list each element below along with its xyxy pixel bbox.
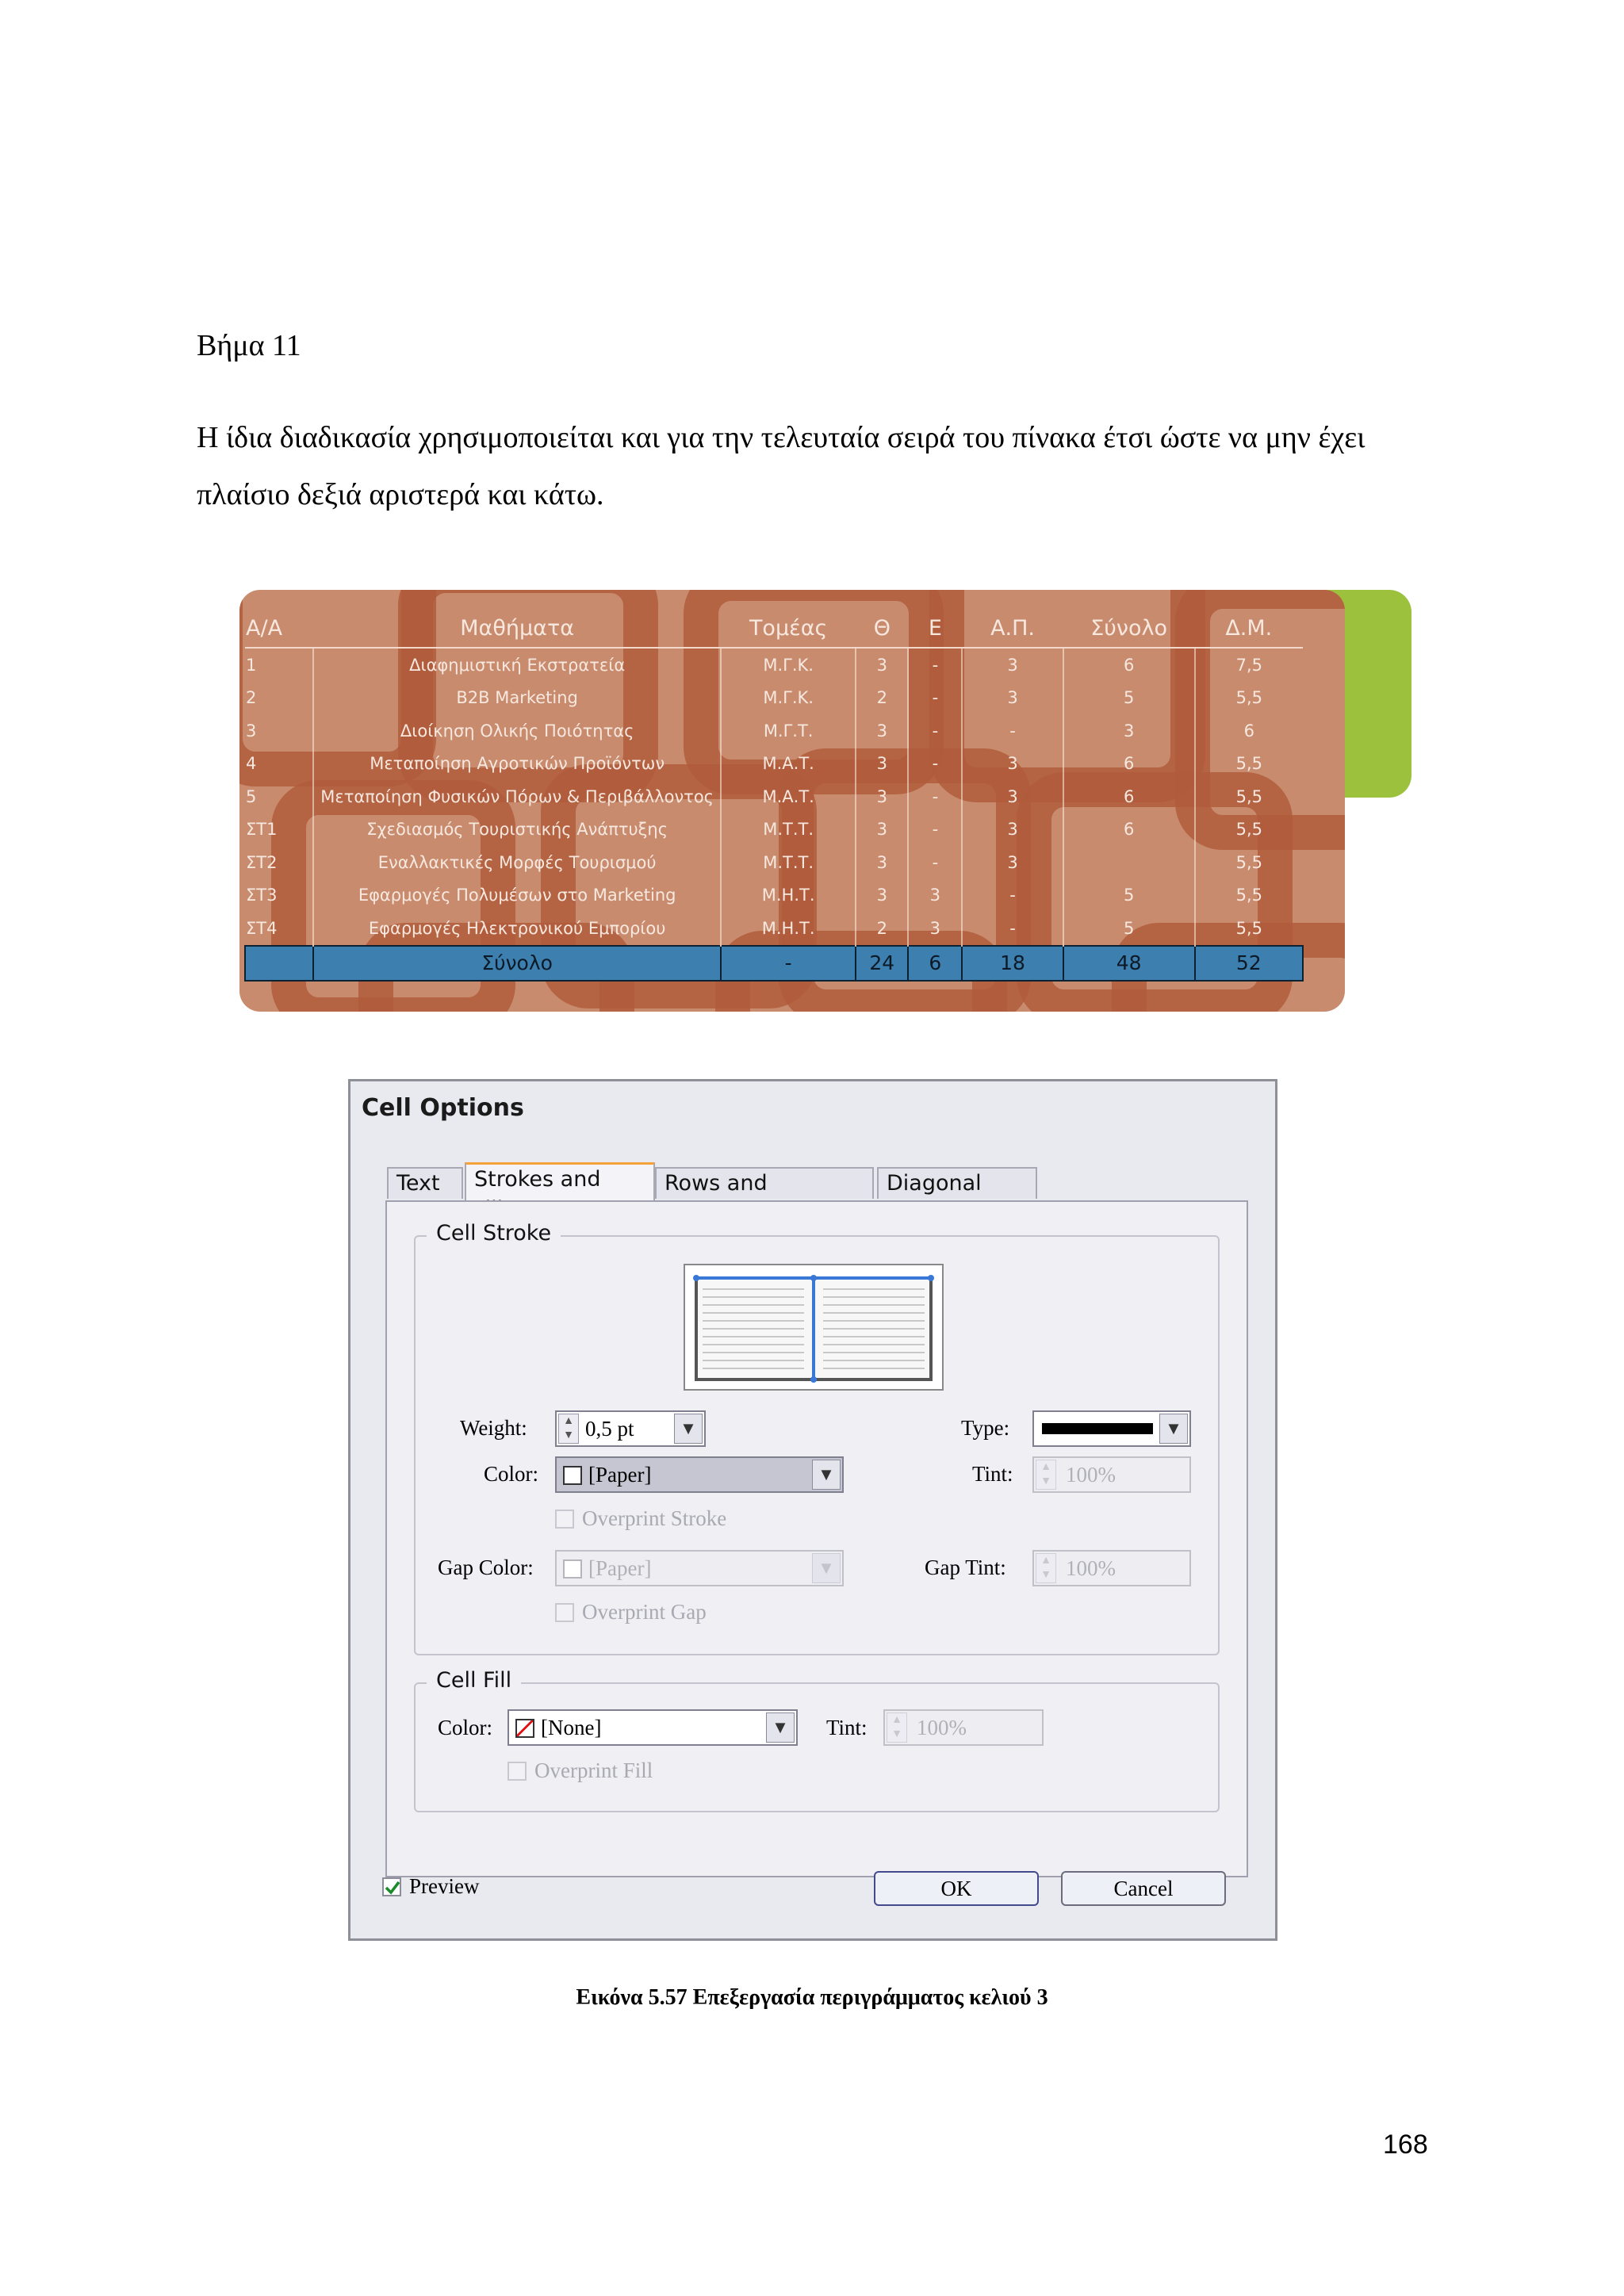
table-cell: 2 [856, 912, 908, 946]
table-cell: 5,5 [1235, 754, 1262, 774]
table-cell: Μ.Γ.Κ. [721, 648, 856, 682]
table-row [245, 648, 1303, 682]
gap-tint-label: Gap Tint: [925, 1556, 1006, 1579]
table-screenshot [235, 590, 1411, 1012]
weight-dropdown-chevron-icon[interactable]: ▼ [674, 1414, 703, 1444]
table-cell: 6 [1063, 748, 1195, 781]
table-cell: - [908, 682, 962, 715]
table-cell: Διοίκηση Ολικής Ποιότητας [313, 714, 721, 748]
tab-diagonal-lines[interactable]: Diagonal [877, 1167, 1037, 1199]
table-cell: 5,5 [1235, 886, 1262, 905]
fill-color-select[interactable] [508, 1709, 798, 1746]
table-cell: Μ.Α.Τ. [721, 748, 856, 781]
gap-tint-field[interactable] [1032, 1550, 1191, 1586]
table-cell: 3 [856, 879, 908, 913]
stroke-proxy-icon [685, 1265, 942, 1389]
table-header: Τομέας [721, 609, 856, 648]
table-cell: Μεταποίηση Αγροτικών Προϊόντων [313, 748, 721, 781]
table-row [245, 682, 1303, 715]
overprint-stroke-label: Overprint Stroke [582, 1506, 727, 1530]
table-cell: 4 [245, 748, 313, 781]
table-cell: - [908, 813, 962, 847]
cell-options-dialog [348, 1079, 1277, 1941]
table-cell [1063, 846, 1195, 879]
table-cell: ΣΤ4 [245, 912, 313, 946]
table-cell: 6 [1063, 780, 1195, 813]
table-header: Θ [856, 609, 908, 648]
gap-color-label: Gap Color: [438, 1556, 534, 1579]
table-total-cell: Σύνολο [313, 946, 721, 981]
table-cell: - [908, 780, 962, 813]
table-cell: - [908, 648, 962, 682]
gap-tint-stepper-icon[interactable]: ▲ ▼ [1036, 1553, 1056, 1583]
table-row [245, 879, 1303, 913]
table-cell: 5,5 [1235, 820, 1262, 840]
table-total-cell: 6 [908, 946, 962, 981]
ok-button[interactable]: OK [874, 1871, 1039, 1906]
table-cell: 3 [245, 714, 313, 748]
stroke-proxy-preview[interactable] [684, 1264, 944, 1391]
course-table [244, 609, 1304, 982]
table-header: Μαθήματα [313, 609, 721, 648]
type-select[interactable] [1032, 1410, 1191, 1447]
table-cell: 3 [962, 648, 1063, 682]
table-cell: Μ.Τ.Τ. [721, 846, 856, 879]
overprint-fill-checkbox[interactable] [508, 1762, 527, 1781]
table-row [245, 748, 1303, 781]
table-row [245, 714, 1303, 748]
table-cell: Διαφημιστική Εκστρατεία [313, 648, 721, 682]
weight-stepper-icon[interactable]: ▲ ▼ [558, 1414, 579, 1444]
table-cell: 3 [962, 780, 1063, 813]
table-cell: Μ.Τ.Τ. [721, 813, 856, 847]
table-cell: 3 [962, 813, 1063, 847]
table-cell: 5 [245, 780, 313, 813]
table-header: Ε [908, 609, 962, 648]
table-cell: Μ.Γ.Τ. [721, 714, 856, 748]
tint-value: 100% [1066, 1463, 1116, 1487]
table-cell: Εφαρμογές Πολυμέσων στο Marketing [313, 879, 721, 913]
table-header: Σύνολο [1063, 609, 1195, 648]
overprint-stroke-checkbox[interactable] [555, 1510, 574, 1529]
tint-field[interactable] [1032, 1456, 1191, 1493]
fill-tint-label: Tint: [826, 1716, 868, 1739]
table-cell: 3 [962, 748, 1063, 781]
table-cell: 3 [908, 912, 962, 946]
paper-swatch-icon [563, 1559, 582, 1578]
table-cell: Μ.Γ.Κ. [721, 682, 856, 715]
type-dropdown-chevron-icon[interactable]: ▼ [1159, 1414, 1188, 1444]
table-row [245, 846, 1303, 879]
table-cell: 1 [245, 648, 313, 682]
preview-label: Preview [409, 1874, 480, 1898]
tab-text[interactable]: Text [387, 1167, 463, 1199]
table-total-cell: - [721, 946, 856, 981]
table-total-cell [245, 946, 313, 981]
tint-stepper-icon[interactable]: ▲ ▼ [1036, 1460, 1056, 1490]
table-cell: 5 [1063, 912, 1195, 946]
figure-caption: Εικόνα 5.57 Επεξεργασία περιγράμματος κελιού 3 [576, 1985, 1048, 2010]
table-cell: 7,5 [1235, 655, 1262, 675]
solid-line-swatch [1042, 1423, 1153, 1434]
table-cell: - [962, 714, 1063, 748]
table-cell: Εναλλακτικές Μορφές Τουρισμού [313, 846, 721, 879]
paper-swatch-icon [563, 1466, 582, 1485]
table-cell: - [962, 879, 1063, 913]
table-cell: 5,5 [1235, 786, 1262, 806]
cell-fill-label: Cell Fill [427, 1668, 521, 1693]
table-cell: Μ.Α.Τ. [721, 780, 856, 813]
table-row [245, 912, 1303, 946]
table-cell: B2B Marketing [313, 682, 721, 715]
table-total-cell: 24 [856, 946, 908, 981]
table-cell: 5,5 [1235, 852, 1262, 872]
table-cell: 5 [1063, 879, 1195, 913]
table-cell: Μ.Η.Τ. [721, 879, 856, 913]
table-cell: 2 [856, 682, 908, 715]
table-cell: 3 [856, 813, 908, 847]
weight-field[interactable] [555, 1410, 706, 1447]
table-row [245, 780, 1303, 813]
table-cell: 3 [856, 714, 908, 748]
type-label: Type: [961, 1416, 1010, 1440]
weight-label: Weight: [460, 1416, 527, 1440]
table-total-cell: 18 [962, 946, 1063, 981]
table-cell: 3 [962, 846, 1063, 879]
table-cell: Μεταποίηση Φυσικών Πόρων & Περιβάλλοντος [313, 780, 721, 813]
table-cell: 3 [908, 879, 962, 913]
tint-label: Tint: [972, 1462, 1013, 1486]
table-cell: 6 [1063, 813, 1195, 847]
cell-stroke-label: Cell Stroke [427, 1221, 561, 1246]
table-cell: 3 [1063, 714, 1195, 748]
table-cell: 3 [962, 682, 1063, 715]
table-cell: 5 [1063, 682, 1195, 715]
table-cell: 2 [245, 682, 313, 715]
table-cell: 3 [856, 846, 908, 879]
table-row [245, 813, 1303, 847]
table-cell: - [962, 912, 1063, 946]
weight-value: 0,5 pt [585, 1417, 634, 1441]
table-header-row [245, 609, 1303, 648]
overprint-gap-label: Overprint Gap [582, 1600, 707, 1624]
table-cell: ΣΤ1 [245, 813, 313, 847]
table-header: Α.Π. [962, 609, 1063, 648]
stroke-color-label: Color: [484, 1462, 539, 1486]
table-total-cell: 48 [1063, 946, 1195, 981]
fill-tint-value: 100% [917, 1716, 967, 1739]
overprint-gap-checkbox[interactable] [555, 1603, 574, 1622]
fill-color-label: Color: [438, 1716, 493, 1739]
table-cell: 6 [1243, 721, 1254, 740]
tab-strokes-and-fills[interactable]: Strokes and [465, 1162, 655, 1200]
table-cell: Εφαρμογές Ηλεκτρονικού Εμπορίου [313, 912, 721, 946]
checkmark-icon [384, 1879, 401, 1896]
dialog-title: Cell Options [362, 1094, 524, 1122]
cell-fill-group [414, 1668, 1220, 1812]
table-cell: 3 [856, 748, 908, 781]
table-total-cell: 52 [1195, 946, 1303, 981]
table-header: Α/Α [245, 609, 313, 648]
gap-color-chevron-icon[interactable]: ▼ [812, 1553, 841, 1583]
page-number: 168 [1383, 2130, 1428, 2160]
table-cell: - [908, 748, 962, 781]
cancel-button[interactable]: Cancel [1061, 1871, 1226, 1906]
gap-color-value: [Paper] [588, 1556, 652, 1580]
tab-rows-and-columns[interactable]: Rows and [655, 1167, 874, 1199]
gap-tint-value: 100% [1066, 1556, 1116, 1580]
table-cell: 6 [1063, 648, 1195, 682]
table-cell: 3 [856, 780, 908, 813]
table-cell: 5,5 [1235, 688, 1262, 708]
preview-checkbox[interactable] [382, 1877, 401, 1896]
stroke-color-chevron-icon[interactable]: ▼ [812, 1460, 841, 1490]
table-cell: ΣΤ2 [245, 846, 313, 879]
fill-tint-field[interactable] [883, 1709, 1044, 1746]
overprint-fill-label: Overprint Fill [534, 1758, 653, 1782]
fill-color-value: [None] [541, 1716, 602, 1739]
table-cell: Μ.Η.Τ. [721, 912, 856, 946]
table-cell: - [908, 846, 962, 879]
body-paragraph: Η ίδια διαδικασία χρησιμοποιείται και για την τελευταία σειρά του πίνακα έτσι ώστε να μην έχει πλαίσιο δεξιά αριστερά και κάτω. [197, 421, 1365, 511]
table-cell: 5,5 [1235, 918, 1262, 938]
table-total-row [245, 946, 1303, 981]
table-cell: Σχεδιασμός Τουριστικής Ανάπτυξης [313, 813, 721, 847]
stroke-color-select[interactable] [555, 1456, 844, 1493]
fill-tint-stepper-icon[interactable]: ▲ ▼ [887, 1712, 907, 1743]
fill-color-chevron-icon[interactable]: ▼ [766, 1712, 795, 1743]
table-cell: - [908, 714, 962, 748]
gap-color-select[interactable] [555, 1550, 844, 1586]
none-swatch-icon [515, 1719, 534, 1738]
table-cell: ΣΤ3 [245, 879, 313, 913]
table-cell: 3 [856, 648, 908, 682]
stroke-color-value: [Paper] [588, 1463, 652, 1487]
table-header: Δ.Μ. [1195, 609, 1303, 648]
step-heading: Βήμα 11 [197, 329, 301, 362]
